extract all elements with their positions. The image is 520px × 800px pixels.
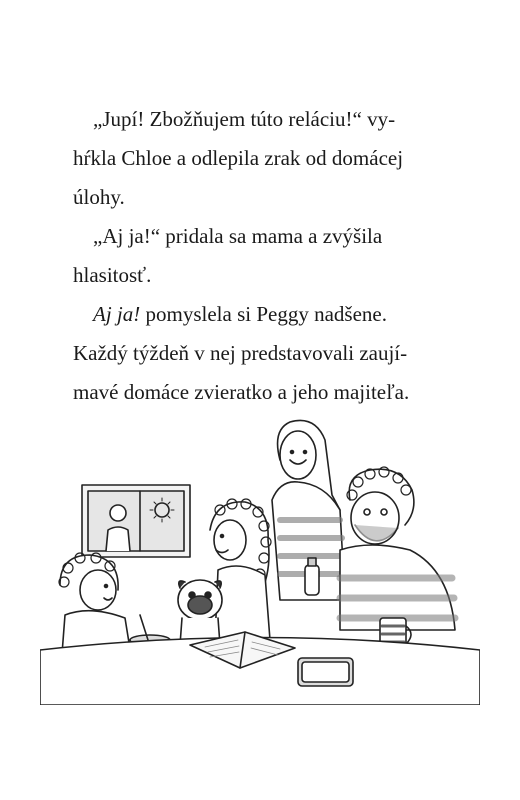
pug-dog-figure: [178, 580, 222, 645]
text-line-content: hŕkla Chloe a odlepila zrak od domácej: [73, 146, 404, 170]
text-line: [73, 334, 448, 373]
text-line: [73, 217, 448, 256]
italic-thought: Aj ja!: [93, 302, 141, 326]
text-line-content: „Aj ja!“ pridala sa mama a zvýšila: [93, 224, 383, 248]
text-line: [73, 295, 448, 334]
text-line-content: „Jupí! Zbožňujem túto reláciu!“ vy-: [93, 107, 396, 131]
text-line-content: Každý týždeň v nej predstavovali zaují-: [73, 341, 408, 365]
text-line: [73, 178, 448, 217]
text-line-content: mavé domáce zvieratko a jeho majiteľa.: [73, 380, 410, 404]
peggy-figure: [210, 499, 271, 640]
dad-figure: [340, 467, 455, 650]
text-line: [73, 139, 448, 178]
story-text: [73, 100, 448, 412]
text-line-content: hlasitosť.: [73, 263, 152, 287]
family-watching-tv-illustration: [40, 400, 480, 705]
text-line: [73, 256, 448, 295]
tv-screen: [82, 485, 190, 557]
text-line-content: pomyslela si Peggy nadšene.: [140, 302, 387, 326]
table: [40, 632, 480, 705]
text-line-content: úlohy.: [73, 185, 125, 209]
mom-figure: [272, 420, 345, 600]
text-line: [73, 100, 448, 139]
